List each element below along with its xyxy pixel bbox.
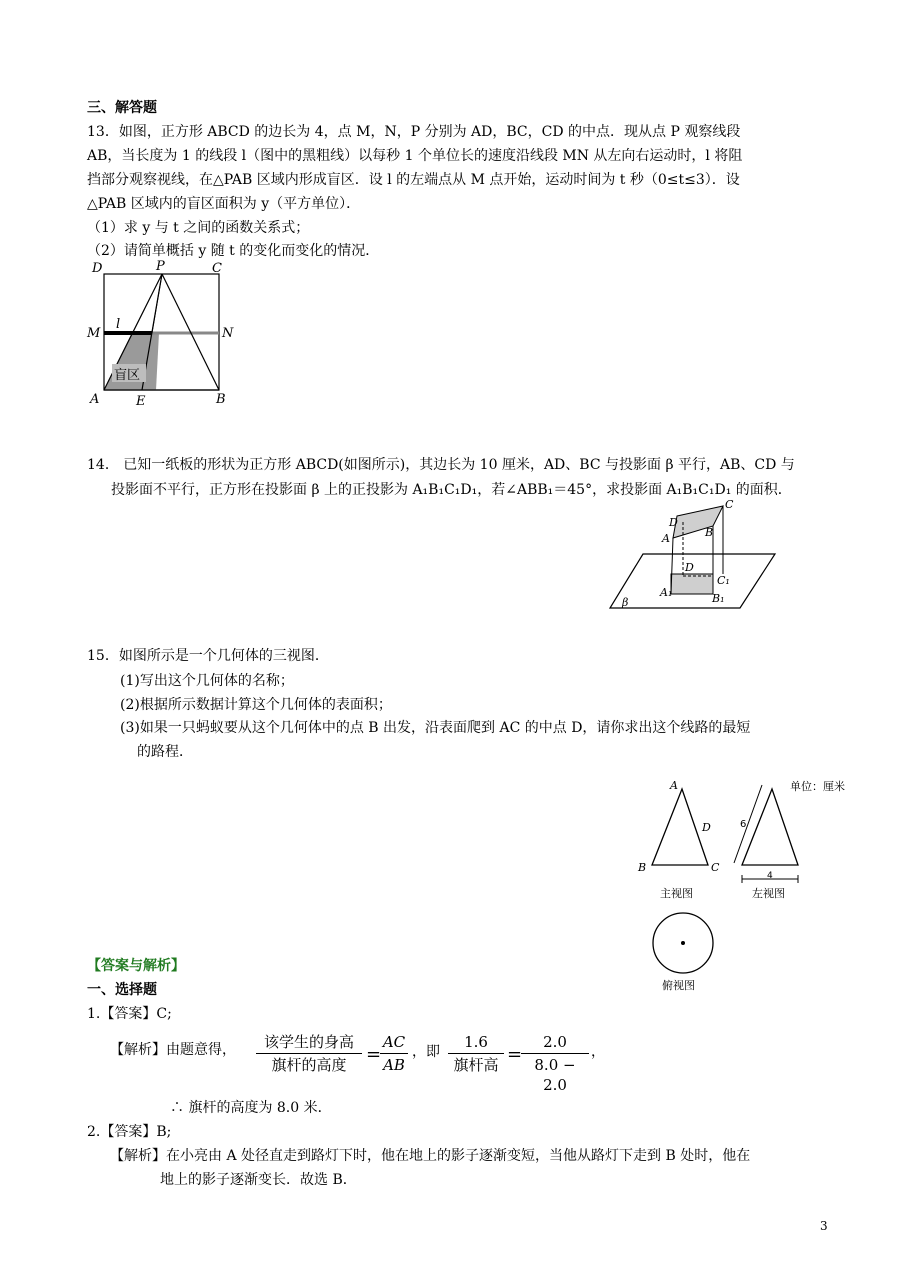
front-b: B [638, 861, 647, 874]
fraction-2-num: AC [382, 1033, 406, 1051]
front-view-label: 主视图 [660, 887, 693, 900]
fraction-2-den: AB [383, 1056, 405, 1074]
section-heading: 三、解答题 [87, 100, 157, 116]
answers-heading: 【答案与解析】 [87, 958, 185, 974]
front-d: D [702, 821, 711, 834]
fraction-3-den: 旗杆高 [453, 1056, 499, 1074]
q14-line-2: 投影面不平行，正方形在投影面 β 上的正投影为 A₁B₁C₁D₁，若∠ABB₁＝45°，求投影面 A₁B₁C₁D₁ 的面积． [111, 482, 792, 498]
equals-2: = [507, 1044, 523, 1065]
height-6: 6 [740, 819, 747, 830]
label-a1: A₁ [660, 586, 673, 599]
fraction-2 [380, 1032, 408, 1075]
q13-sub1: （1）求 y 与 t 之间的函数关系式； [87, 220, 310, 236]
label-c: C [725, 498, 734, 511]
label-b: B [705, 526, 714, 539]
fraction-3 [448, 1032, 504, 1075]
fraction-3-num: 1.6 [464, 1033, 488, 1051]
q13-line-2: AB，当长度为 1 的线段 l（图中的黑粗线）以每秒 1 个单位长的速度沿线段 MN 从左向右运动时，l 将阻 [87, 148, 743, 164]
q13-line-3: 挡部分观察视线，在△PAB 区域内形成盲区．设 l 的左端点从 M 点开始，运动时间为 t 秒（0≤t≤3）．设 [87, 172, 740, 188]
label-p: P [156, 259, 165, 274]
top-view-label: 俯视图 [662, 979, 695, 992]
label-d: D [92, 261, 103, 276]
label-a: A [662, 532, 670, 545]
front-a: A [670, 779, 678, 792]
q14-figure [605, 494, 785, 614]
ji-text: ，即 [412, 1044, 440, 1060]
fraction-4-den: 8.0 − 2.0 [534, 1056, 576, 1094]
q15-sub2: (2)根据所示数据计算这个几何体的表面积； [120, 697, 392, 713]
left-view-label: 左视图 [752, 887, 785, 900]
q15-sub3-cont: 的路程． [137, 744, 193, 760]
answer-2-expl-1: 【解析】在小亮由 A 处径直走到路灯下时，他在地上的影子逐渐变短，当他从路灯下走到 B 处时，他在 [110, 1148, 751, 1164]
answer-1-label: 1.【答案】C; [87, 1006, 172, 1022]
q15-line-1: 15．如图所示是一个几何体的三视图． [87, 648, 329, 664]
answer-1-conclusion: ∴ 旗杆的高度为 8.0 米． [170, 1100, 332, 1116]
fraction-1-num: 该学生的身高 [263, 1033, 354, 1051]
label-l: l [116, 317, 121, 332]
label-c: C [212, 261, 222, 276]
label-n: N [222, 326, 234, 341]
answer-2-expl-2: 地上的影子逐渐变长．故选 B． [160, 1172, 357, 1188]
label-m: M [87, 326, 101, 341]
q15-sub3: (3)如果一只蚂蚁要从这个几何体中的点 B 出发，沿表面爬到 AC 的中点 D，请你求出这个线路的最短 [120, 720, 751, 736]
front-c: C [711, 861, 720, 874]
q13-line-4: △PAB 区域内的盲区面积为 y（平方单位）． [87, 196, 361, 212]
q14-line-1: 14． 已知一纸板的形状为正方形 ABCD(如图所示)，其边长为 10 厘米，AD、BC 与投影面 β 平行，AB、CD 与 [87, 457, 795, 473]
comma: ， [591, 1044, 605, 1060]
fraction-4 [521, 1032, 589, 1095]
q13-sub2: （2）请简单概括 y 随 t 的变化而变化的情况． [87, 243, 380, 259]
label-b1: B₁ [712, 592, 725, 605]
q13-line-1: 13．如图，正方形 ABCD 的边长为 4，点 M，N，P 分别为 AD，BC，CD 的中点．现从点 P 观察线段 [87, 124, 741, 140]
label-d: D [669, 516, 678, 529]
answer-1-expl-label: 【解析】由题意得， [110, 1042, 236, 1058]
label-a: A [90, 392, 100, 407]
label-b: B [216, 392, 226, 407]
fraction-1 [256, 1032, 362, 1075]
q15-sub1: (1)写出这个几何体的名称； [120, 673, 294, 689]
fraction-1-den: 旗杆的高度 [271, 1056, 347, 1074]
q15-figure [630, 775, 860, 997]
label-blind: 盲区 [114, 368, 141, 383]
q13-figure [84, 258, 244, 408]
answer-2-label: 2.【答案】B; [87, 1124, 172, 1140]
page-number: 3 [820, 1219, 828, 1233]
width-4: 4 [767, 871, 773, 881]
label-d1: D [685, 561, 694, 574]
equals-1: = [366, 1044, 382, 1065]
label-c1: C₁ [717, 574, 730, 587]
fraction-4-num: 2.0 [543, 1033, 567, 1051]
label-beta: β [622, 596, 629, 609]
label-e: E [136, 394, 146, 408]
answers-section-1: 一、选择题 [87, 982, 157, 998]
unit-label: 单位：厘米 [790, 780, 845, 793]
